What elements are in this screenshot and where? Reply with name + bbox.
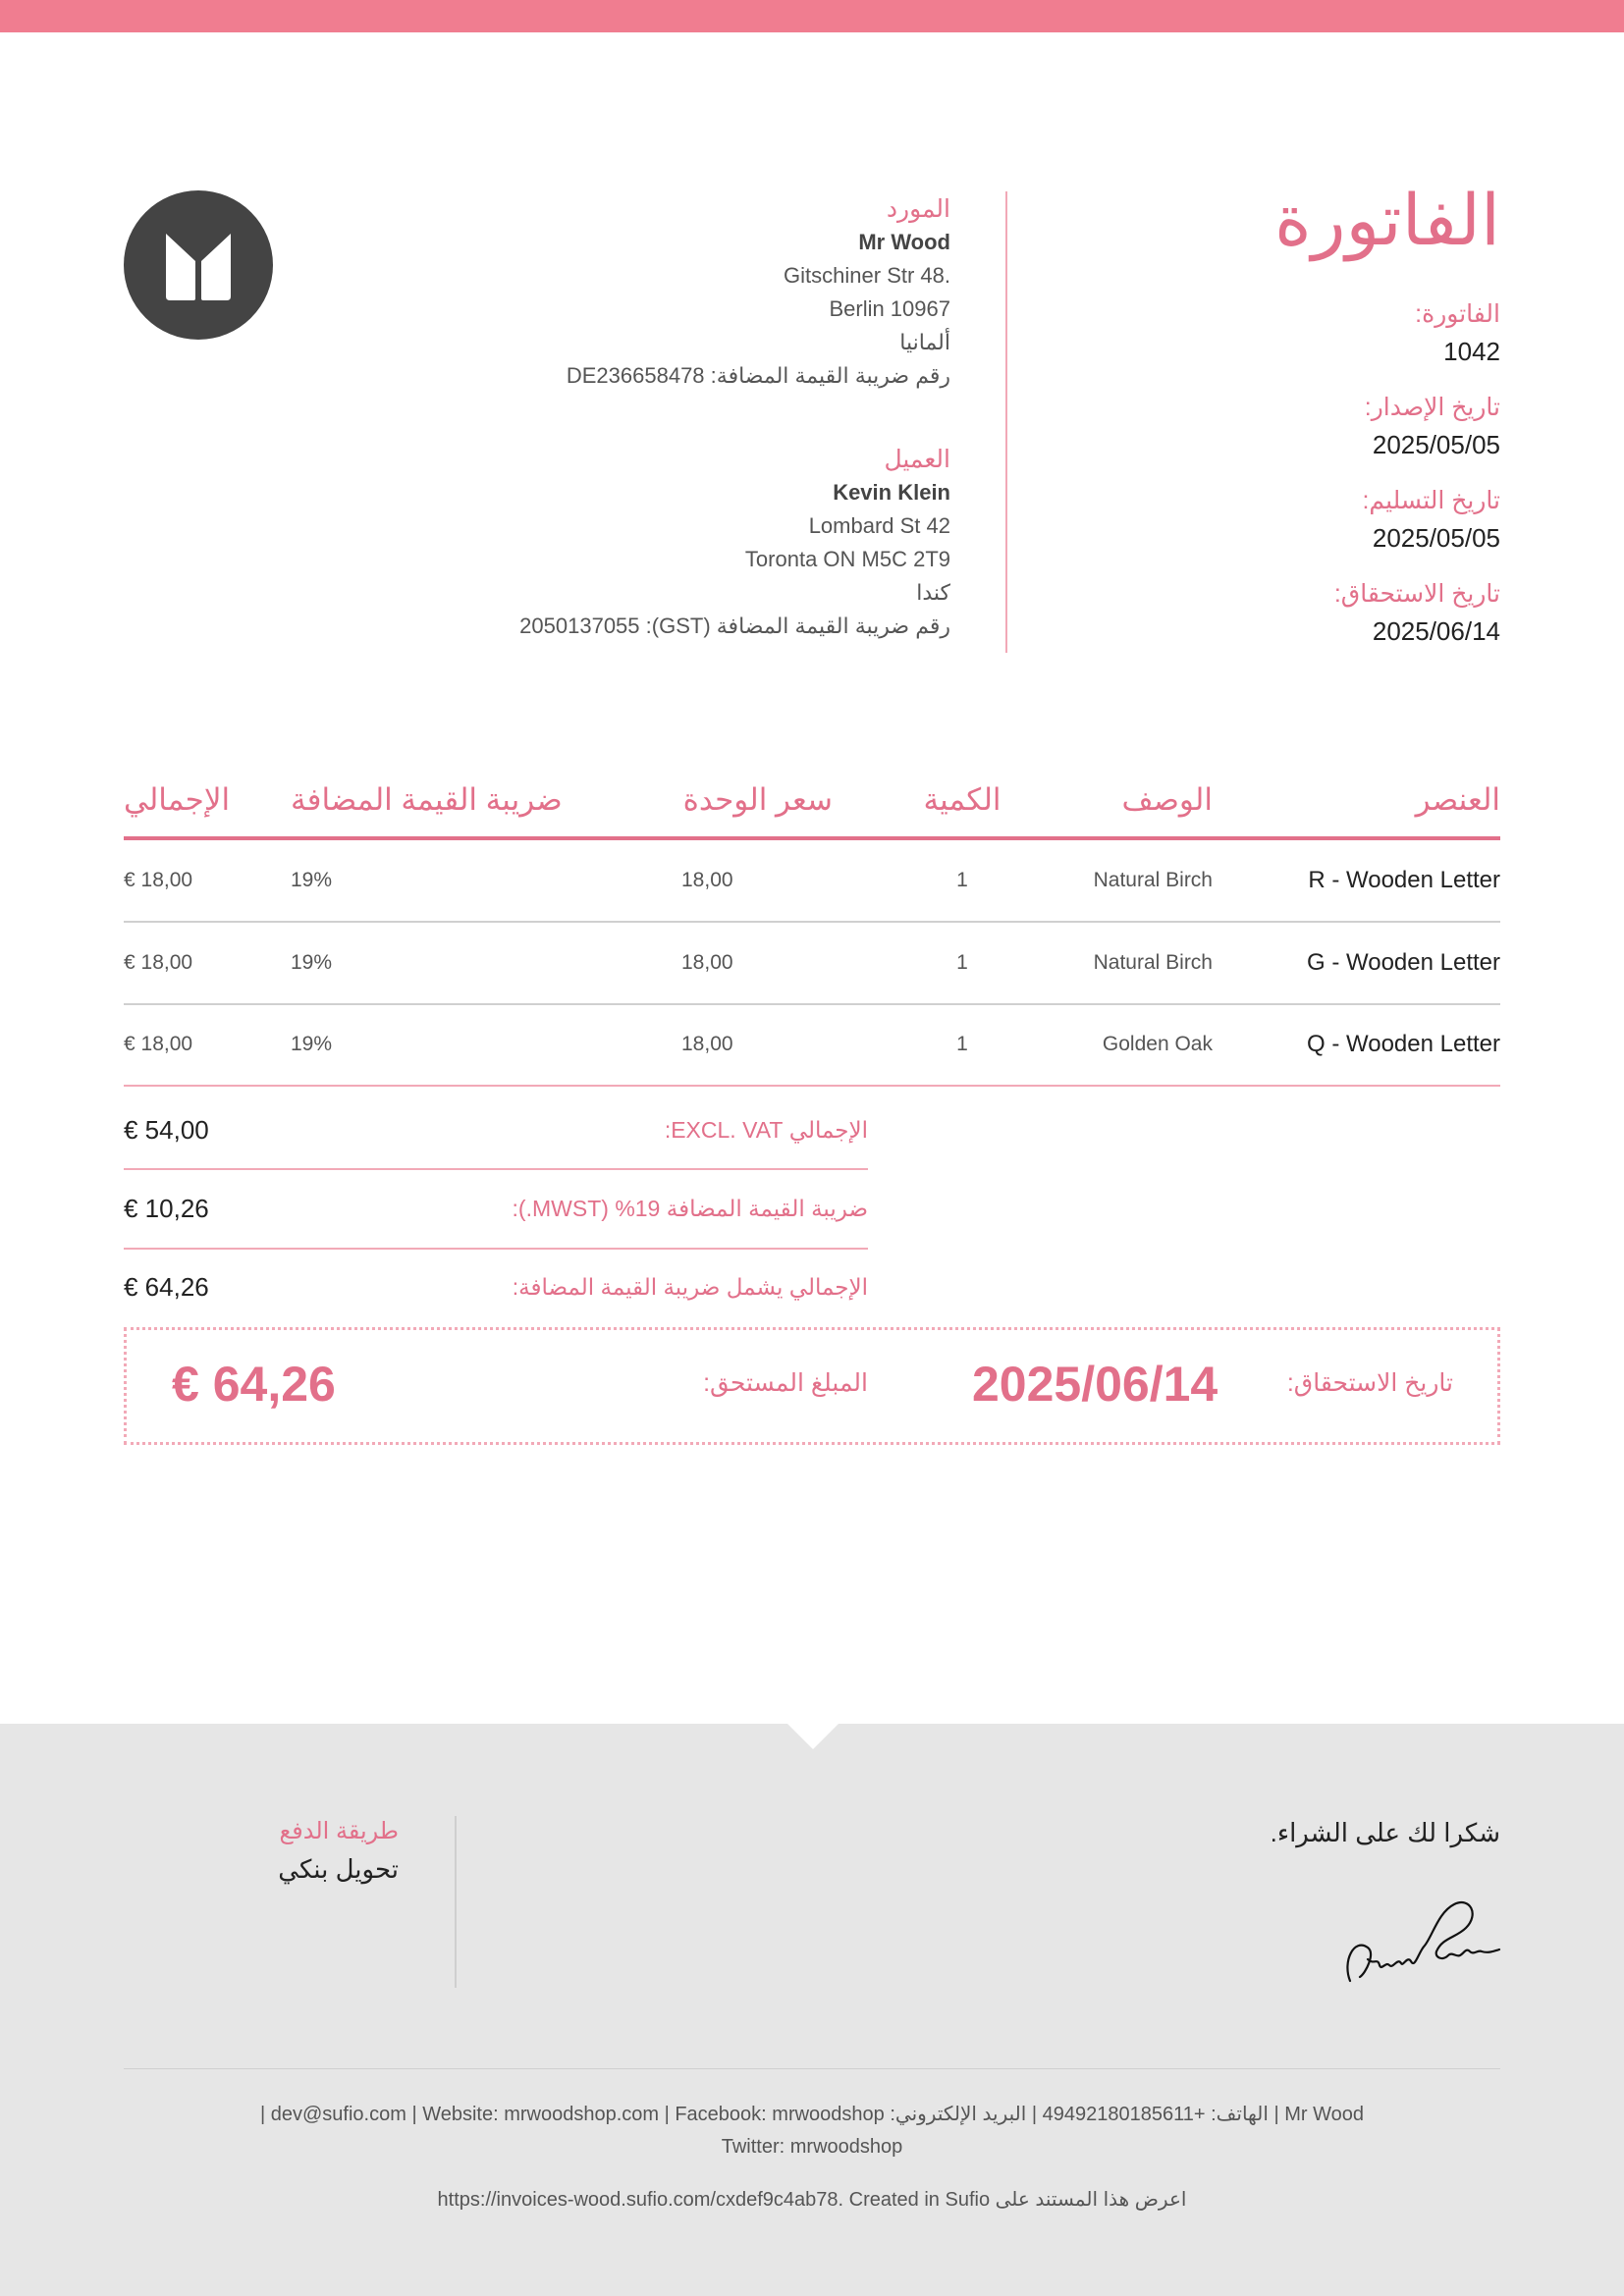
row1-vat: 19%: [291, 869, 333, 891]
supplier-name: Mr Wood: [858, 230, 950, 254]
supplier-country: ألمانيا: [899, 330, 950, 354]
issue-date-label: تاريخ الإصدار:: [1364, 394, 1500, 421]
supplier-vat: رقم ضريبة القيمة المضافة: DE236658478: [566, 363, 950, 388]
row3-description: Golden Oak: [1102, 1033, 1213, 1055]
contact-twitter: Twitter: mrwoodshop: [721, 2136, 903, 2158]
top-accent-bar: [0, 0, 1624, 32]
customer-street: Lombard St 42: [808, 513, 950, 538]
row1-total: € 18,00: [124, 869, 193, 891]
col-header-quantity: الكمية: [923, 782, 1001, 817]
issue-date: 2025/05/05: [1372, 430, 1500, 459]
signature-icon: [1340, 1893, 1502, 1991]
delivery-date: 2025/05/05: [1372, 523, 1500, 553]
footer-notch: [787, 1724, 839, 1749]
due-date: 2025/06/14: [1372, 616, 1500, 646]
company-logo: [124, 190, 273, 340]
thank-you-note: شكرا لك على الشراء.: [1270, 1818, 1500, 1847]
row3-vat: 19%: [291, 1033, 333, 1055]
col-header-unit-price: سعر الوحدة: [682, 782, 833, 817]
row3-unit-price: 18,00: [681, 1033, 733, 1055]
footer-divider: [455, 1816, 457, 1988]
row2-item: G - Wooden Letter: [1307, 949, 1500, 976]
customer-city: Toronta ON M5C 2T9: [744, 547, 950, 571]
row2-unit-price: 18,00: [681, 951, 733, 974]
vat-total-value: € 10,26: [124, 1194, 209, 1223]
contact-line: Mr Wood | الهاتف: +49492180185611 | البريد الإلكتروني: dev@sufio.com | Website: mrwoodshop.com | Facebook: mrwoodshop |: [259, 2104, 1364, 2125]
supplier-street: Gitschiner Str 48.: [784, 263, 950, 288]
logo-m-icon: [124, 190, 273, 340]
customer-block: [342, 443, 950, 643]
invoice-number-label: الفاتورة:: [1415, 300, 1500, 328]
due-box-date-label: تاريخ الاستحقاق:: [1286, 1369, 1453, 1397]
totals-divider: [124, 1168, 868, 1170]
row1-unit-price: 18,00: [681, 869, 733, 891]
view-online-link[interactable]: اعرض هذا المستند على https://invoices-wood.sufio.com/cxdef9c4ab78. Created in Sufio: [437, 2189, 1187, 2211]
supplier-block: [342, 192, 950, 393]
table-end-rule: [124, 1085, 1500, 1087]
payment-method-heading: طريقة الدفع: [279, 1818, 399, 1844]
row2-quantity: 1: [956, 951, 968, 974]
row3-total: € 18,00: [124, 1033, 193, 1055]
vat-total-label: ضريبة القيمة المضافة 19% (MWST.):: [512, 1196, 868, 1221]
subtotal-value: € 54,00: [124, 1115, 209, 1145]
customer-name: Kevin Klein: [833, 480, 950, 505]
grand-total-label: الإجمالي يشمل ضريبة القيمة المضافة:: [512, 1274, 868, 1300]
row1-description: Natural Birch: [1093, 869, 1213, 891]
invoice-number: 1042: [1443, 337, 1500, 366]
due-date-label: تاريخ الاستحقاق:: [1333, 580, 1500, 608]
row2-total: € 18,00: [124, 951, 193, 974]
row-divider: [124, 921, 1500, 923]
row3-quantity: 1: [956, 1033, 968, 1055]
col-header-vat: ضريبة القيمة المضافة: [291, 782, 563, 817]
row2-vat: 19%: [291, 951, 333, 974]
footer-rule: [124, 2068, 1500, 2069]
row1-item: R - Wooden Letter: [1308, 867, 1500, 893]
col-header-item: العنصر: [1415, 782, 1500, 817]
col-header-description: الوصف: [1121, 782, 1213, 817]
totals-divider: [124, 1248, 868, 1250]
grand-total-value: € 64,26: [124, 1272, 209, 1302]
delivery-date-label: تاريخ التسليم:: [1362, 487, 1500, 514]
row3-item: Q - Wooden Letter: [1307, 1031, 1500, 1057]
due-box-date: 2025/06/14: [972, 1357, 1218, 1412]
due-box-amount: € 64,26: [172, 1357, 336, 1412]
invoice-title: الفاتورة: [1273, 182, 1500, 260]
customer-vat: رقم ضريبة القيمة المضافة (GST): 2050137055: [519, 614, 950, 638]
supplier-heading: المورد: [886, 195, 950, 223]
payment-method: تحويل بنكي: [278, 1854, 399, 1884]
table-header-rule: [124, 836, 1500, 840]
customer-heading: العميل: [884, 446, 950, 473]
col-header-total: الإجمالي: [124, 782, 231, 817]
row-divider: [124, 1003, 1500, 1005]
row1-quantity: 1: [956, 869, 968, 891]
row2-description: Natural Birch: [1093, 951, 1213, 974]
header-divider: [1005, 191, 1007, 653]
due-box-amount-label: المبلغ المستحق:: [703, 1369, 868, 1397]
subtotal-label: الإجمالي EXCL. VAT:: [664, 1117, 868, 1143]
supplier-city: Berlin 10967: [829, 296, 950, 321]
customer-country: كندا: [916, 580, 950, 605]
